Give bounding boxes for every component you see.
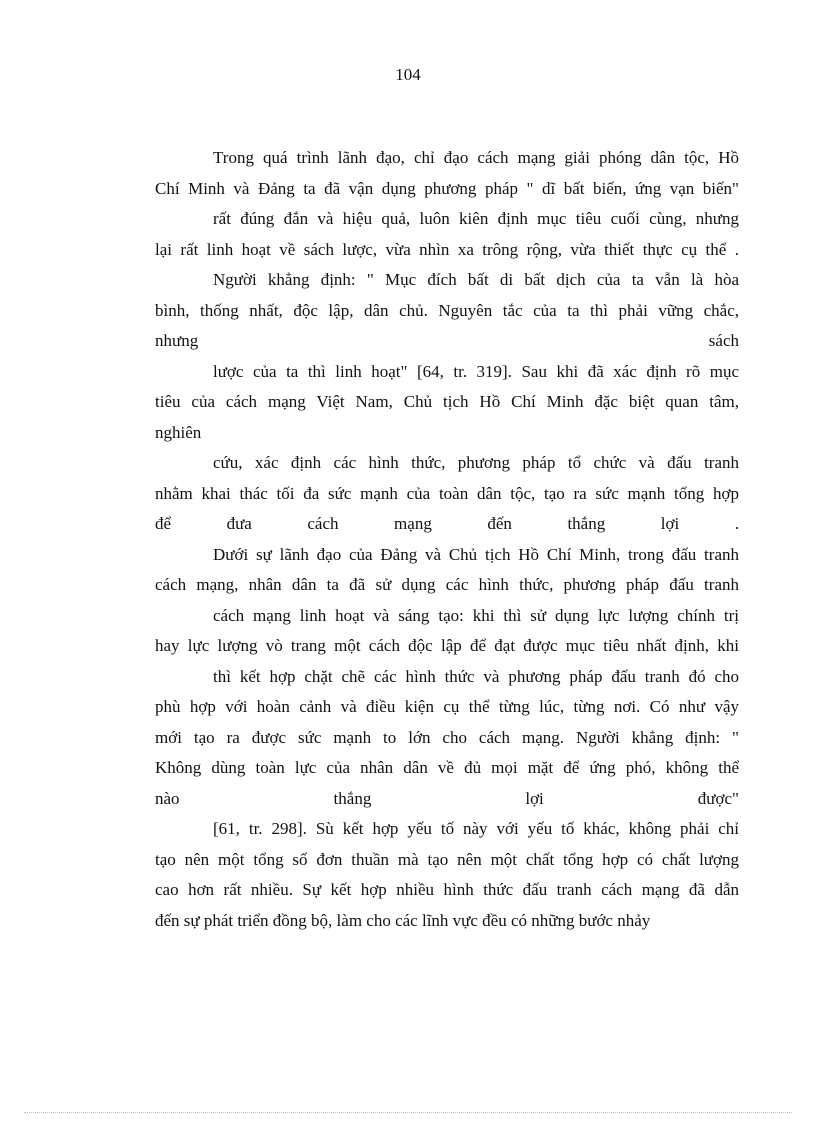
text-line: nhằm khai thác tối đa sức mạnh của toàn dân tộc, tạo ra sức mạnh tổng hợp xyxy=(155,483,739,503)
text-line: đến sự phát triển đồng bộ, làm cho các lĩnh vực đều có những bước nhảy xyxy=(155,910,651,930)
text-line: tạo nên một tổng số đơn thuần mà tạo nên một chất tổng hợp có chất lượng xyxy=(155,849,739,869)
page-bottom-dotted-rule xyxy=(24,1112,792,1113)
text-line: lược của ta thì linh hoạt" [64, tr. 319]. Sau khi đã xác định rõ mục xyxy=(213,361,739,381)
text-line: Không dùng toàn lực của nhân dân về đủ mọi mặt để ứng phó, không thể xyxy=(155,758,739,777)
text-line: thì kết hợp chặt chẽ các hình thức và phương pháp đấu tranh đó cho xyxy=(213,666,739,686)
text-line: hay lực lượng vò trang một cách độc lập để đạt được mục tiêu nhất định, khi xyxy=(155,636,739,655)
text-line: cao hơn rất nhiều. Sự kết hợp nhiều hình thức đấu tranh cách mạng đã dẫn xyxy=(155,880,739,899)
text-line: rất đúng đắn và hiệu quả, luôn kiên định mục tiêu cuối cùng, nhưng xyxy=(213,209,739,228)
text-line: để đưa cách mạng đến thắng lợi . xyxy=(155,514,739,533)
text-line: nào thắng lợi được" xyxy=(155,788,739,808)
body-text xyxy=(155,143,739,936)
text-line: cứu, xác định các hình thức, phương pháp tổ chức và đấu tranh xyxy=(213,453,739,472)
text-line: mới tạo ra được sức mạnh to lớn cho cách mạng. Người khẳng định: " xyxy=(155,727,739,747)
text-line: [61, tr. 298]. Sù kết hợp yếu tố này với yếu tố khác, không phải chỉ xyxy=(213,819,739,838)
text-line: Chí Minh và Đảng ta đã vận dụng phương pháp " dĩ bất biến, ứng vạn biến" xyxy=(155,178,739,198)
page-number: 104 xyxy=(395,65,421,84)
text-line: Trong quá trình lãnh đạo, chỉ đạo cách mạng giải phóng dân tộc, Hồ xyxy=(213,148,739,167)
text-line: nghiên xyxy=(155,422,202,442)
text-line: nhưng sách xyxy=(155,331,739,350)
text-line: lại rất linh hoạt về sách lược, vừa nhìn xa trông rộng, vừa thiết thực cụ thể . xyxy=(155,239,739,259)
text-line: cách mạng linh hoạt và sáng tạo: khi thì sử dụng lực lượng chính trị xyxy=(213,605,739,625)
text-line: tiêu của cách mạng Việt Nam, Chủ tịch Hồ Chí Minh đặc biệt quan tâm, xyxy=(155,392,739,411)
text-line: bình, thống nhất, độc lập, dân chủ. Nguyên tắc của ta thì phải vững chắc, xyxy=(155,300,739,320)
text-line: phù hợp với hoàn cảnh và điều kiện cụ thể từng lúc, từng nơi. Có như vậy xyxy=(155,697,739,716)
text-line: cách mạng, nhân dân ta đã sử dụng các hình thức, phương pháp đấu tranh xyxy=(155,575,739,594)
text-line: Người khẳng định: " Mục đích bất di bất dịch của ta vẫn là hòa xyxy=(213,270,739,289)
text-line: Dưới sự lãnh đạo của Đảng và Chủ tịch Hồ Chí Minh, trong đấu tranh xyxy=(213,544,739,564)
